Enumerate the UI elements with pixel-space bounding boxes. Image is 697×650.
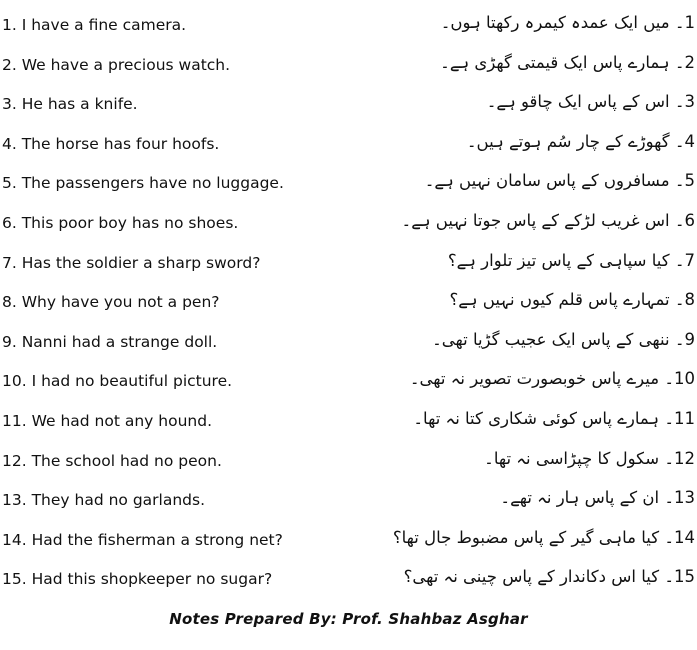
- urdu-translation: 3۔ اس کے پاس ایک چاقو ہے۔: [486, 92, 695, 112]
- sentence-row: [0, 282, 697, 321]
- english-sentence: 3. He has a knife.: [2, 95, 138, 114]
- sentence-row: [0, 361, 697, 400]
- sentence-row: [0, 163, 697, 202]
- urdu-translation: 15۔ کیا اس دکاندار کے پاس چینی نہ تھی؟: [403, 567, 695, 587]
- urdu-translation: 4۔ گھوڑے کے چار سُم ہوتے ہیں۔: [466, 131, 695, 151]
- urdu-translation: 10۔ میرے پاس خوبصورت تصویر نہ تھی۔: [409, 369, 695, 389]
- sentence-row: [0, 45, 697, 84]
- english-sentence: 6. This poor boy has no shoes.: [2, 214, 239, 232]
- english-sentence: 7. Has the soldier a sharp sword?: [2, 253, 261, 272]
- sentence-row: [0, 243, 697, 282]
- urdu-translation: 11۔ ہمارے پاس کوئی شکاری کتا نہ تھا۔: [413, 409, 695, 428]
- english-sentence: 14. Had the fisherman a strong net?: [2, 530, 283, 549]
- english-sentence: 13. They had no garlands.: [2, 491, 206, 510]
- urdu-translation: 5۔ مسافروں کے پاس سامان نہیں ہے۔: [424, 171, 695, 191]
- english-sentence: 9. Nanni had a strange doll.: [2, 332, 218, 351]
- english-sentence: 2. We have a precious watch.: [2, 55, 231, 74]
- urdu-translation: 1۔ میں ایک عمدہ کیمرہ رکھتا ہوں۔: [440, 13, 695, 32]
- sentence-row: [0, 480, 697, 519]
- urdu-translation: 6۔ اس غریب لڑکے کے پاس جوتا نہیں ہے۔: [401, 211, 695, 230]
- urdu-translation: 2۔ ہمارے پاس ایک قیمتی گھڑی ہے۔: [440, 52, 695, 72]
- english-sentence: 5. The passengers have no luggage.: [2, 174, 284, 193]
- english-sentence: 10. I had no beautiful picture.: [2, 372, 233, 391]
- english-sentence: 15. Had this shopkeeper no sugar?: [2, 570, 273, 589]
- sentence-row: [0, 84, 697, 123]
- sentence-row: [0, 441, 697, 480]
- urdu-translation: 13۔ ان کے پاس ہار نہ تھے۔: [500, 488, 695, 508]
- sentence-row: [0, 559, 697, 598]
- urdu-translation: 12۔ سکول کا چپڑاسی نہ تھا۔: [484, 448, 695, 468]
- urdu-translation: 14۔ کیا ماہی گیر کے پاس مضبوط جال تھا؟: [392, 527, 695, 547]
- english-sentence: 11. We had not any hound.: [2, 412, 212, 430]
- sentence-row: [0, 203, 697, 242]
- urdu-translation: 8۔ تمہارے پاس قلم کیوں نہیں ہے؟: [449, 290, 695, 310]
- sentence-row: [0, 5, 697, 44]
- sentence-row: [0, 401, 697, 440]
- english-sentence: 12. The school had no peon.: [2, 451, 222, 470]
- english-sentence: 1. I have a fine camera.: [2, 16, 187, 34]
- urdu-translation: 9۔ ننھی کے پاس ایک عجیب گڑیا تھی۔: [432, 329, 695, 349]
- notes-credit: Notes Prepared By: Prof. Shahbaz Asghar: [169, 610, 528, 628]
- sentence-row: [0, 322, 697, 361]
- urdu-translation: 7۔ کیا سپاہی کے پاس تیز تلوار ہے؟: [447, 250, 695, 270]
- english-sentence: 4. The horse has four hoofs.: [2, 134, 220, 153]
- sentence-row: [0, 124, 697, 163]
- sentence-row: [0, 520, 697, 559]
- english-sentence: 8. Why have you not a pen?: [2, 293, 220, 312]
